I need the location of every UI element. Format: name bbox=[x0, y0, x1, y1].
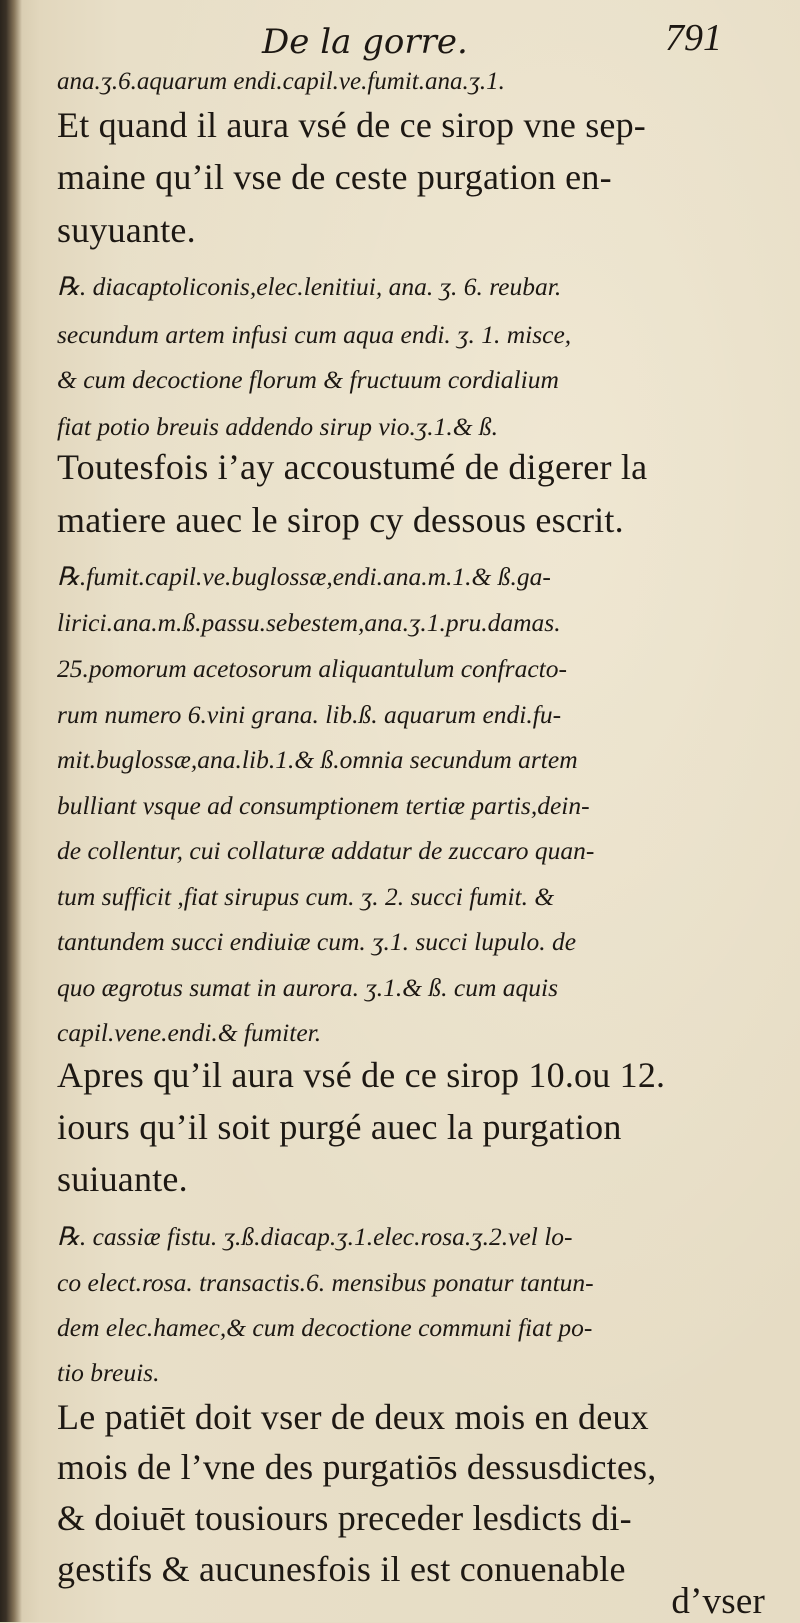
text-line-4: suyuante. bbox=[57, 210, 196, 250]
running-title: De la gorre. bbox=[262, 22, 468, 62]
text-line-15: mit.buglossæ,ana.lib.1.& ß.omnia secundum artem bbox=[57, 745, 578, 774]
binding-gutter bbox=[0, 0, 22, 1622]
text-line-29: Le patiēt doit vser de deux mois en deux bbox=[57, 1397, 649, 1437]
text-line-19: tantundem succi endiuiæ cum. ʒ.1. succi lupulo. de bbox=[57, 927, 577, 956]
text-line-21: capil.vene.endi.& fumiter. bbox=[57, 1018, 322, 1047]
text-line-30: mois de l’vne des purgatiōs dessusdictes, bbox=[57, 1447, 657, 1487]
text-line-20: quo ægrotus sumat in aurora. ʒ.1.& ß. cum aquis bbox=[57, 973, 559, 1002]
text-line-9: Toutesfois i’ay accoustumé de digerer la bbox=[57, 447, 648, 487]
text-line-12: lirici.ana.m.ß.passu.sebestem,ana.ʒ.1.pru.damas. bbox=[57, 608, 561, 637]
text-line-6: secundum artem infusi cum aqua endi. ʒ. 1. misce, bbox=[57, 320, 572, 349]
text-line-1: ana.ʒ.6.aquarum endi.capil.ve.fumit.ana.ʒ.1. bbox=[57, 68, 505, 95]
text-line-18: tum sufficit ,fiat sirupus cum. ʒ. 2. succi fumit. & bbox=[57, 882, 555, 911]
text-line-7: & cum decoctione florum & fructuum cordialium bbox=[57, 365, 559, 394]
text-line-23: iours qu’il soit purgé auec la purgation bbox=[57, 1107, 622, 1147]
text-line-24: suiuante. bbox=[57, 1159, 188, 1199]
text-line-13: 25.pomorum acetosorum aliquantulum confracto- bbox=[57, 654, 567, 683]
text-line-28: tio breuis. bbox=[57, 1358, 160, 1387]
text-line-26: co elect.rosa. transactis.6. mensibus ponatur tantun- bbox=[57, 1268, 594, 1297]
page-number: 791 bbox=[665, 17, 722, 59]
text-line-17: de collentur, cui collaturæ addatur de zuccaro quan- bbox=[57, 836, 595, 865]
text-line-16: bulliant vsque ad consumptionem tertiæ partis,dein- bbox=[57, 791, 590, 820]
text-line-3: maine qu’il vse de ceste purgation en- bbox=[57, 157, 612, 197]
catchword: d’vser bbox=[671, 1581, 765, 1622]
text-line-10: matiere auec le sirop cy dessous escrit. bbox=[57, 500, 624, 540]
text-line-11: ℞.fumit.capil.ve.buglossæ,endi.ana.m.1.& ß.ga- bbox=[57, 562, 551, 591]
text-line-2: Et quand il aura vsé de ce sirop vne sep- bbox=[57, 105, 646, 145]
text-line-22: Apres qu’il aura vsé de ce sirop 10.ou 12. bbox=[57, 1055, 666, 1095]
text-line-5: ℞. diacaptoliconis,elec.lenitiui, ana. ʒ. 6. reubar. bbox=[57, 272, 562, 301]
text-line-14: rum numero 6.vini grana. lib.ß. aquarum endi.fu- bbox=[57, 700, 562, 729]
text-line-31: & doiuēt tousiours preceder lesdicts di- bbox=[57, 1498, 632, 1538]
text-line-8: fiat potio breuis addendo sirup vio.ʒ.1.& ß. bbox=[57, 412, 499, 441]
text-line-25: ℞. cassiæ fistu. ʒ.ß.diacap.ʒ.1.elec.rosa.ʒ.2.vel lo- bbox=[57, 1222, 573, 1251]
text-line-32: gestifs & aucunesfois il est conuenable bbox=[57, 1549, 626, 1589]
text-line-27: dem elec.hamec,& cum decoctione communi fiat po- bbox=[57, 1313, 593, 1342]
